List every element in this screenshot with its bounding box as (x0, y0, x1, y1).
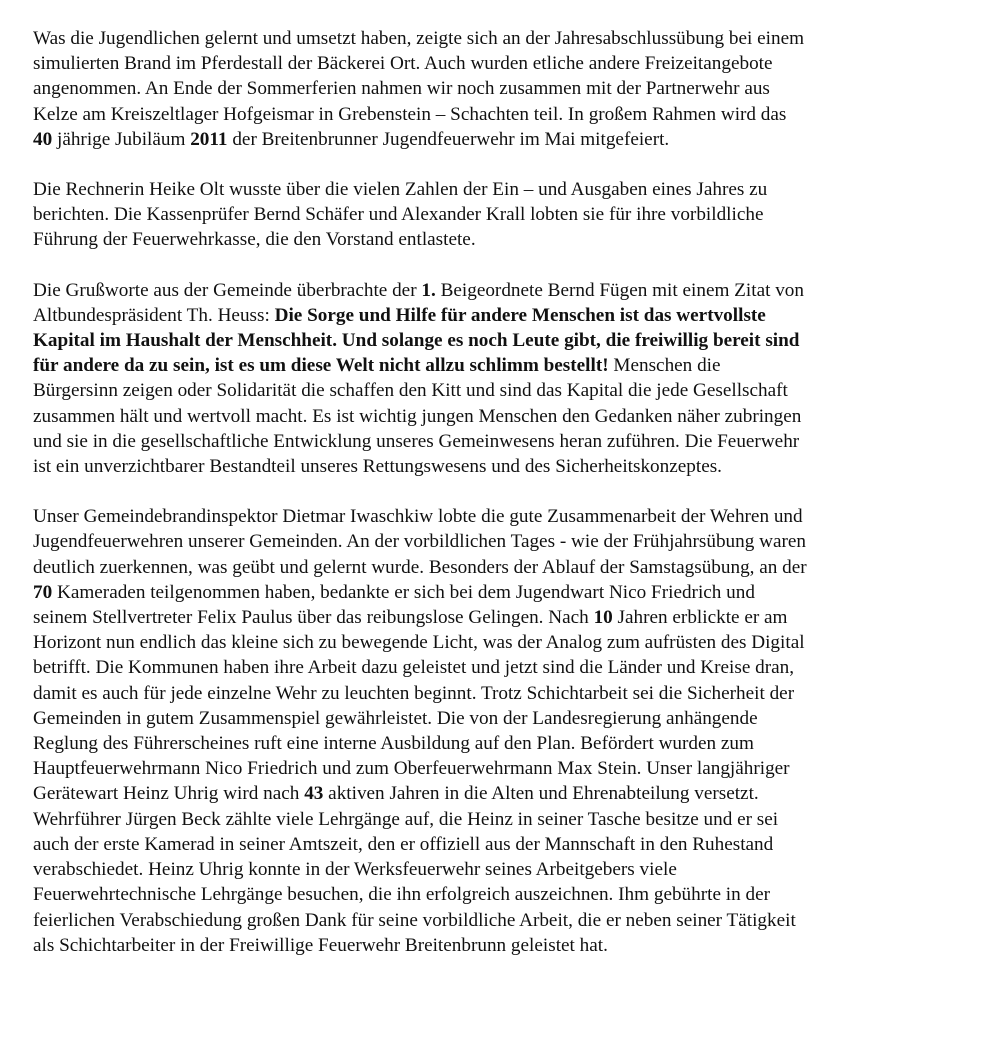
text-line (33, 227, 985, 252)
text-run: Bürgersinn zeigen oder Solidarität die schaffen den Kitt und sind das Kapital die jede Gesellschaft (33, 380, 788, 402)
text-run: Gerätewart Heinz Uhrig wird nach (33, 783, 305, 805)
paragraph-3 (33, 278, 985, 480)
document-page (33, 26, 985, 983)
bold-text: Die Sorge und Hilfe für andere Menschen ist das wertvollste (274, 304, 766, 326)
text-line (33, 378, 985, 403)
text-line (33, 807, 985, 832)
text-run: Altbundespräsident Th. Heuss: (33, 304, 275, 326)
text-run: Menschen die (608, 355, 721, 377)
text-line (33, 605, 985, 630)
text-line (33, 832, 985, 857)
document-body (33, 26, 985, 958)
text-run: jährige Jubiläum (52, 128, 191, 150)
text-line (33, 781, 985, 806)
text-line (33, 404, 985, 429)
text-line (33, 454, 985, 479)
text-run: und sie in die gesellschaftliche Entwicklung unseres Gemeinwesens heran zuführen. Die Feuerwehr (33, 430, 800, 452)
text-line (33, 353, 985, 378)
paragraph-2 (33, 177, 985, 253)
text-run: Feuerwehrtechnische Lehrgänge besuchen, die ihn erfolgreich auszeichnen. Ihm gebührte in der (33, 884, 770, 906)
paragraph-1 (33, 26, 985, 152)
text-line (33, 127, 985, 152)
text-run: Wehrführer Jürgen Beck zählte viele Lehrgänge auf, die Heinz in seiner Tasche besitze und er sei (33, 808, 779, 830)
text-run: Unser Gemeindebrandinspektor Dietmar Iwaschkiw lobte die gute Zusammenarbeit der Wehren und (33, 506, 803, 528)
bold-text: 1. (421, 279, 436, 301)
text-run: Jugendfeuerwehren unserer Gemeinden. An der vorbildlichen Tages - wie der Frühjahrsübung waren (33, 531, 807, 553)
text-run: seinem Stellvertreter Felix Paulus über das reibungslose Gelingen. Nach (33, 607, 594, 629)
text-line (33, 706, 985, 731)
text-line (33, 177, 985, 202)
text-run: damit es auch für jede einzelne Wehr zu leuchten beginnt. Trotz Schichtarbeit sei die Sicherheit der (33, 682, 795, 704)
bold-text: 40 (33, 128, 53, 150)
text-line (33, 504, 985, 529)
text-run: Die Rechnerin Heike Olt wusste über die vielen Zahlen der Ein – und Ausgaben eines Jahres zu (33, 179, 768, 201)
text-line (33, 580, 985, 605)
text-run: der Breitenbrunner Jugendfeuerwehr im Mai mitgefeiert. (227, 128, 670, 150)
text-line (33, 756, 985, 781)
text-line (33, 908, 985, 933)
text-run: auch der erste Kamerad in seiner Amtszeit, den er offiziell aus der Mannschaft in den Ruhestand (33, 833, 774, 855)
text-run: deutlich zuerkennen, was geübt und gelernt wurde. Besonders der Ablauf der Samstagsübung, an der (33, 556, 807, 578)
bold-text: für andere da zu sein, ist es um diese Welt nicht allzu schlimm bestellt! (33, 355, 609, 377)
text-run: Gemeinden in gutem Zusammenspiel gewährleistet. Die von der Landesregierung anhängende (33, 707, 758, 729)
text-run: Horizont nun endlich das kleine sich zu bewegende Licht, was der Analog zum aufrüsten des Digital (33, 632, 805, 654)
paragraph-4 (33, 504, 985, 958)
text-run: Kameraden teilgenommen haben, bedankte er sich bei dem Jugendwart Nico Friedrich und (52, 581, 755, 603)
bold-text: 2011 (190, 128, 228, 150)
text-run: feierlichen Verabschiedung großen Dank für seine vorbildliche Arbeit, die er neben seiner Tätigkeit (33, 909, 796, 931)
text-run: aktiven Jahren in die Alten und Ehrenabteilung versetzt. (323, 783, 759, 805)
text-line (33, 655, 985, 680)
text-run: Reglung des Führerscheines ruft eine interne Ausbildung auf den Plan. Befördert wurden zum (33, 733, 754, 755)
bold-text: 10 (593, 607, 613, 629)
text-run: betrifft. Die Kommunen haben ihre Arbeit dazu geleistet und jetzt sind die Länder und Kreise dran, (33, 657, 795, 679)
text-line (33, 76, 985, 101)
text-line (33, 731, 985, 756)
text-run: Die Grußworte aus der Gemeinde überbrachte der (33, 279, 422, 301)
text-line (33, 429, 985, 454)
text-line (33, 303, 985, 328)
bold-text: 70 (33, 581, 53, 603)
text-line (33, 278, 985, 303)
text-line (33, 202, 985, 227)
bold-text: Kapital im Haushalt der Menschheit. Und solange es noch Leute gibt, die freiwillig bereit sind (33, 330, 800, 352)
text-run: berichten. Die Kassenprüfer Bernd Schäfer und Alexander Krall lobten sie für ihre vorbildliche (33, 204, 764, 226)
text-line (33, 630, 985, 655)
text-run: Beigeordnete Bernd Fügen mit einem Zitat von (435, 279, 804, 301)
text-line (33, 681, 985, 706)
text-run: Führung der Feuerwehrkasse, die den Vorstand entlastete. (33, 229, 476, 251)
text-run: angenommen. An Ende der Sommerferien nahmen wir noch zusammen mit der Partnerwehr aus (33, 78, 770, 100)
text-run: Was die Jugendlichen gelernt und umsetzt haben, zeigte sich an der Jahresabschlussübung bei einem (33, 28, 805, 49)
text-line (33, 51, 985, 76)
text-line (33, 933, 985, 958)
text-run: verabschiedet. Heinz Uhrig konnte in der Werksfeuerwehr seines Arbeitgebers viele (33, 859, 677, 881)
text-run: ist ein unverzichtbarer Bestandteil unseres Rettungswesens und des Sicherheitskonzeptes. (33, 456, 722, 478)
text-line (33, 328, 985, 353)
text-line (33, 529, 985, 554)
text-run: Hauptfeuerwehrmann Nico Friedrich und zum Oberfeuerwehrmann Max Stein. Unser langjähriger (33, 758, 790, 780)
text-run: Jahren erblickte er am (612, 607, 788, 629)
text-run: als Schichtarbeiter in der Freiwillige Feuerwehr Breitenbrunn geleistet hat. (33, 934, 608, 956)
bold-text: 43 (304, 783, 324, 805)
text-line (33, 882, 985, 907)
text-line (33, 26, 985, 51)
text-run: simulierten Brand im Pferdestall der Bäckerei Ort. Auch wurden etliche andere Freizeitangebote (33, 53, 773, 75)
text-run: zusammen hält und wertvoll macht. Es ist wichtig jungen Menschen den Gedanken näher zubringen (33, 405, 802, 427)
text-line (33, 555, 985, 580)
text-line (33, 102, 985, 127)
text-run: Kelze am Kreiszeltlager Hofgeismar in Grebenstein – Schachten teil. In großem Rahmen wird das (33, 103, 787, 125)
text-line (33, 857, 985, 882)
